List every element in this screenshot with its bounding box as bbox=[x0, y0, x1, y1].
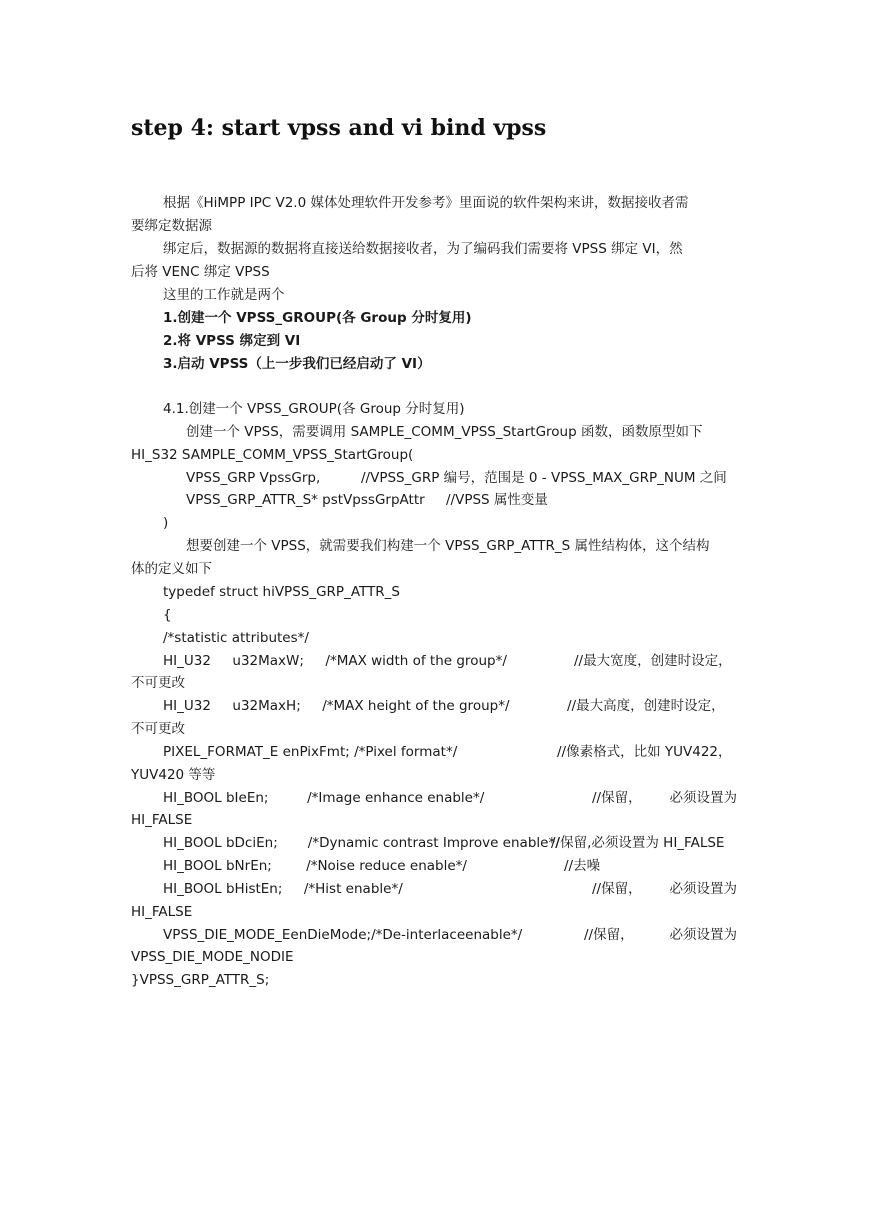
field-u32maxw-code: HI_U32 u32MaxW; /*MAX width of the group*/ bbox=[163, 653, 507, 669]
field-endiemode-comment bbox=[584, 925, 737, 945]
param-2-code: VPSS_GRP_ATTR_S* pstVpssGrpAttr bbox=[186, 492, 425, 508]
field-endiemode-code-d: enable*/ bbox=[465, 927, 523, 943]
intro-paragraph-3: 这里的工作就是两个 bbox=[163, 287, 285, 303]
param-1-comment: //VPSS_GRP 编号，范围是 0 - VPSS_MAX_GRP_NUM 之间 bbox=[361, 470, 727, 486]
field-bhisten-comment-b: 必须设置为 bbox=[669, 881, 737, 897]
field-bhisten-code: HI_BOOL bHistEn; /*Hist enable*/ bbox=[163, 881, 403, 897]
field-enpixfmt-comment: //像素格式，比如 YUV422， bbox=[557, 744, 732, 760]
field-bieen-comment-a: //保留， bbox=[592, 790, 642, 806]
field-bieen-comment bbox=[592, 788, 737, 808]
struct-close: }VPSS_GRP_ATTR_S; bbox=[131, 972, 270, 988]
intro-paragraph-1-line-1: 根据《HiMPP IPC V2.0 媒体处理软件开发参考》里面说的软件架构来讲，数据接收者需 bbox=[163, 195, 689, 211]
field-u32maxh-wrap: 不可更改 bbox=[131, 721, 185, 737]
section-heading: step 4: start vpss and vi bind vpss bbox=[131, 115, 547, 141]
field-bnren-code: HI_BOOL bNrEn; /*Noise reduce enable*/ bbox=[163, 858, 467, 874]
step-3: 3.启动 VPSS（上一步我们已经启动了 VI） bbox=[163, 356, 431, 372]
field-enpixfmt-code: PIXEL_FORMAT_E enPixFmt; /*Pixel format*/ bbox=[163, 744, 458, 760]
field-u32maxw-comment: //最大宽度，创建时设定， bbox=[574, 653, 732, 669]
struct-open-brace: { bbox=[163, 607, 172, 623]
field-u32maxh-comment: //最大高度，创建时设定， bbox=[567, 698, 725, 714]
field-endiemode-code-c: /*De-interlace bbox=[371, 927, 466, 943]
function-prototype: HI_S32 SAMPLE_COMM_VPSS_StartGroup( bbox=[131, 447, 414, 463]
struct-typedef: typedef struct hiVPSS_GRP_ATTR_S bbox=[163, 584, 400, 600]
subsection-title: 4.1.创建一个 VPSS_GROUP(各 Group 分时复用) bbox=[163, 401, 465, 417]
field-endiemode-comment-a: //保留， bbox=[584, 927, 634, 943]
field-bhisten-comment-a: //保留， bbox=[592, 881, 642, 897]
field-endiemode-comment-b: 必须设置为 bbox=[669, 927, 737, 943]
step-1: 1.创建一个 VPSS_GROUP(各 Group 分时复用) bbox=[163, 310, 472, 326]
field-u32maxw-wrap: 不可更改 bbox=[131, 675, 185, 691]
field-endiemode-code-b: enDieMode; bbox=[290, 927, 372, 943]
struct-statistic-comment: /*statistic attributes*/ bbox=[163, 630, 309, 646]
intro-paragraph-2-line-1: 绑定后，数据源的数据将直接送给数据接收者，为了编码我们需要将 VPSS 绑定 VI，然 bbox=[163, 241, 683, 257]
field-bhisten-comment bbox=[592, 879, 737, 899]
struct-desc-line-2: 体的定义如下 bbox=[131, 561, 212, 577]
field-endiemode-code bbox=[163, 925, 521, 945]
field-enpixfmt-wrap: YUV420 等等 bbox=[131, 767, 216, 783]
param-2-comment: //VPSS 属性变量 bbox=[446, 492, 548, 508]
field-bdcien-comment: //保留,必须设置为 HI_FALSE bbox=[551, 835, 725, 851]
subsection-desc-line-1: 创建一个 VPSS，需要调用 SAMPLE_COMM_VPSS_StartGroup 函数，函数原型如下 bbox=[186, 424, 703, 440]
param-1-code: VPSS_GRP VpssGrp, bbox=[186, 470, 321, 486]
field-endiemode-wrap: VPSS_DIE_MODE_NODIE bbox=[131, 949, 294, 965]
step-2: 2.将 VPSS 绑定到 VI bbox=[163, 333, 301, 349]
intro-paragraph-1-line-2: 要绑定数据源 bbox=[131, 218, 212, 234]
field-u32maxh-code: HI_U32 u32MaxH; /*MAX height of the group*/ bbox=[163, 698, 510, 714]
field-endiemode-code-a: VPSS_DIE_MODE_E bbox=[163, 927, 291, 943]
field-bieen-comment-b: 必须设置为 bbox=[669, 790, 737, 806]
field-bnren-comment: //去噪 bbox=[564, 858, 601, 874]
field-bdcien-code: HI_BOOL bDciEn; /*Dynamic contrast Improve enable*/ bbox=[163, 835, 560, 851]
field-bieen-code: HI_BOOL bIeEn; /*Image enhance enable*/ bbox=[163, 790, 485, 806]
close-paren: ) bbox=[163, 515, 169, 531]
struct-desc-line-1: 想要创建一个 VPSS，就需要我们构建一个 VPSS_GRP_ATTR_S 属性结构体，这个结构 bbox=[186, 538, 710, 554]
field-bieen-wrap: HI_FALSE bbox=[131, 812, 193, 828]
intro-paragraph-2-line-2: 后将 VENC 绑定 VPSS bbox=[131, 264, 270, 280]
field-bhisten-wrap: HI_FALSE bbox=[131, 904, 193, 920]
